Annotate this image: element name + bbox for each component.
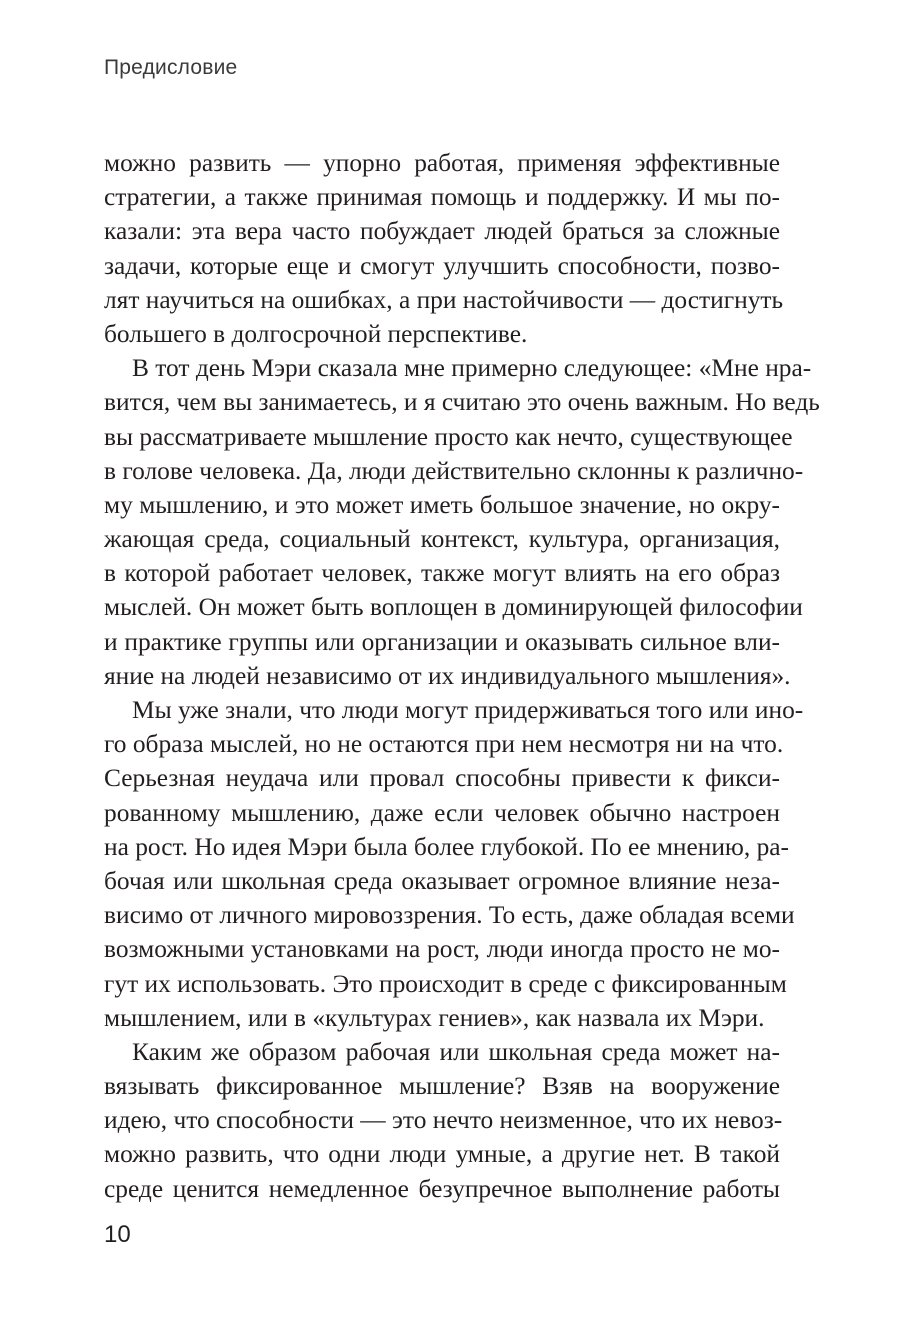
text-line: можно развить — упорно работая, применяя эффективные <box>104 149 780 177</box>
text-line: жающая среда, социальный контекст, культура, организация, <box>104 525 780 554</box>
running-head: Предисловие <box>104 56 238 79</box>
text-line: и практике группы или организации и оказывать сильное вли- <box>104 627 780 656</box>
text-line: яние на людей независимо от их индивидуального мышления». <box>104 661 791 690</box>
text-line: на рост. Но идея Мэри была более глубокой. По ее мнению, ра- <box>104 832 790 861</box>
page-body <box>104 146 820 1206</box>
text-line: идею, что способности — это нечто неизменное, что их невоз- <box>104 1106 783 1135</box>
text-line: висимо от личного мировоззрения. То есть, даже обладая всеми <box>104 901 795 930</box>
text-line: в которой работает человек, также могут влиять на его образ <box>104 559 780 588</box>
text-line: большего в долгосрочной перспективе. <box>104 319 528 348</box>
text-line: Мы уже знали, что люди могут придерживаться того или ино- <box>132 696 804 724</box>
text-line: лят научиться на ошибках, а при настойчивости — достигнуть <box>104 285 784 314</box>
text-line: В тот день Мэри сказала мне примерно следующее: «Мне нра- <box>132 354 812 383</box>
text-line: можно развить, что одни люди умные, а другие нет. В такой <box>104 1140 780 1169</box>
text-line: мышлением, или в «культурах гениев», как назвала их Мэри. <box>104 1003 765 1032</box>
text-line: задачи, которые еще и смогут улучшить способности, позво- <box>104 251 780 280</box>
text-line: Серьезная неудача или провал способны привести к фикси- <box>104 764 780 793</box>
text-line: бочая или школьная среда оказывает огромное влияние неза- <box>104 866 780 895</box>
text-line: вится, чем вы занимаетесь, и я считаю это очень важным. Но ведь <box>104 388 820 417</box>
text-line: гут их использовать. Это происходит в среде с фиксированным <box>104 969 787 998</box>
text-line: в голове человека. Да, люди действительно склонны к различно- <box>104 456 804 485</box>
page-number: 10 <box>104 1221 131 1248</box>
text-line: му мышлению, и это может иметь большое значение, но окру- <box>104 490 780 519</box>
text-line: рованному мышлению, даже если человек обычно настроен <box>104 798 780 827</box>
text-line: стратегии, а также принимая помощь и поддержку. И мы по- <box>104 183 780 212</box>
text-line: среде ценится немедленное безупречное выполнение работы <box>104 1174 780 1203</box>
text-line: го образа мыслей, но не остаются при нем несмотря ни на что. <box>104 730 784 759</box>
text-line: вязывать фиксированное мышление? Взяв на вооружение <box>104 1072 780 1101</box>
text-line: Каким же образом рабочая или школьная среда может на- <box>132 1037 780 1066</box>
text-line: казали: эта вера часто побуждает людей браться за сложные <box>104 217 780 246</box>
text-line: мыслей. Он может быть воплощен в доминирующей философии <box>104 593 803 622</box>
text-line: возможными установками на рост, люди иногда просто не мо- <box>104 935 780 964</box>
text-line: вы рассматриваете мышление просто как нечто, существующее <box>104 422 793 451</box>
